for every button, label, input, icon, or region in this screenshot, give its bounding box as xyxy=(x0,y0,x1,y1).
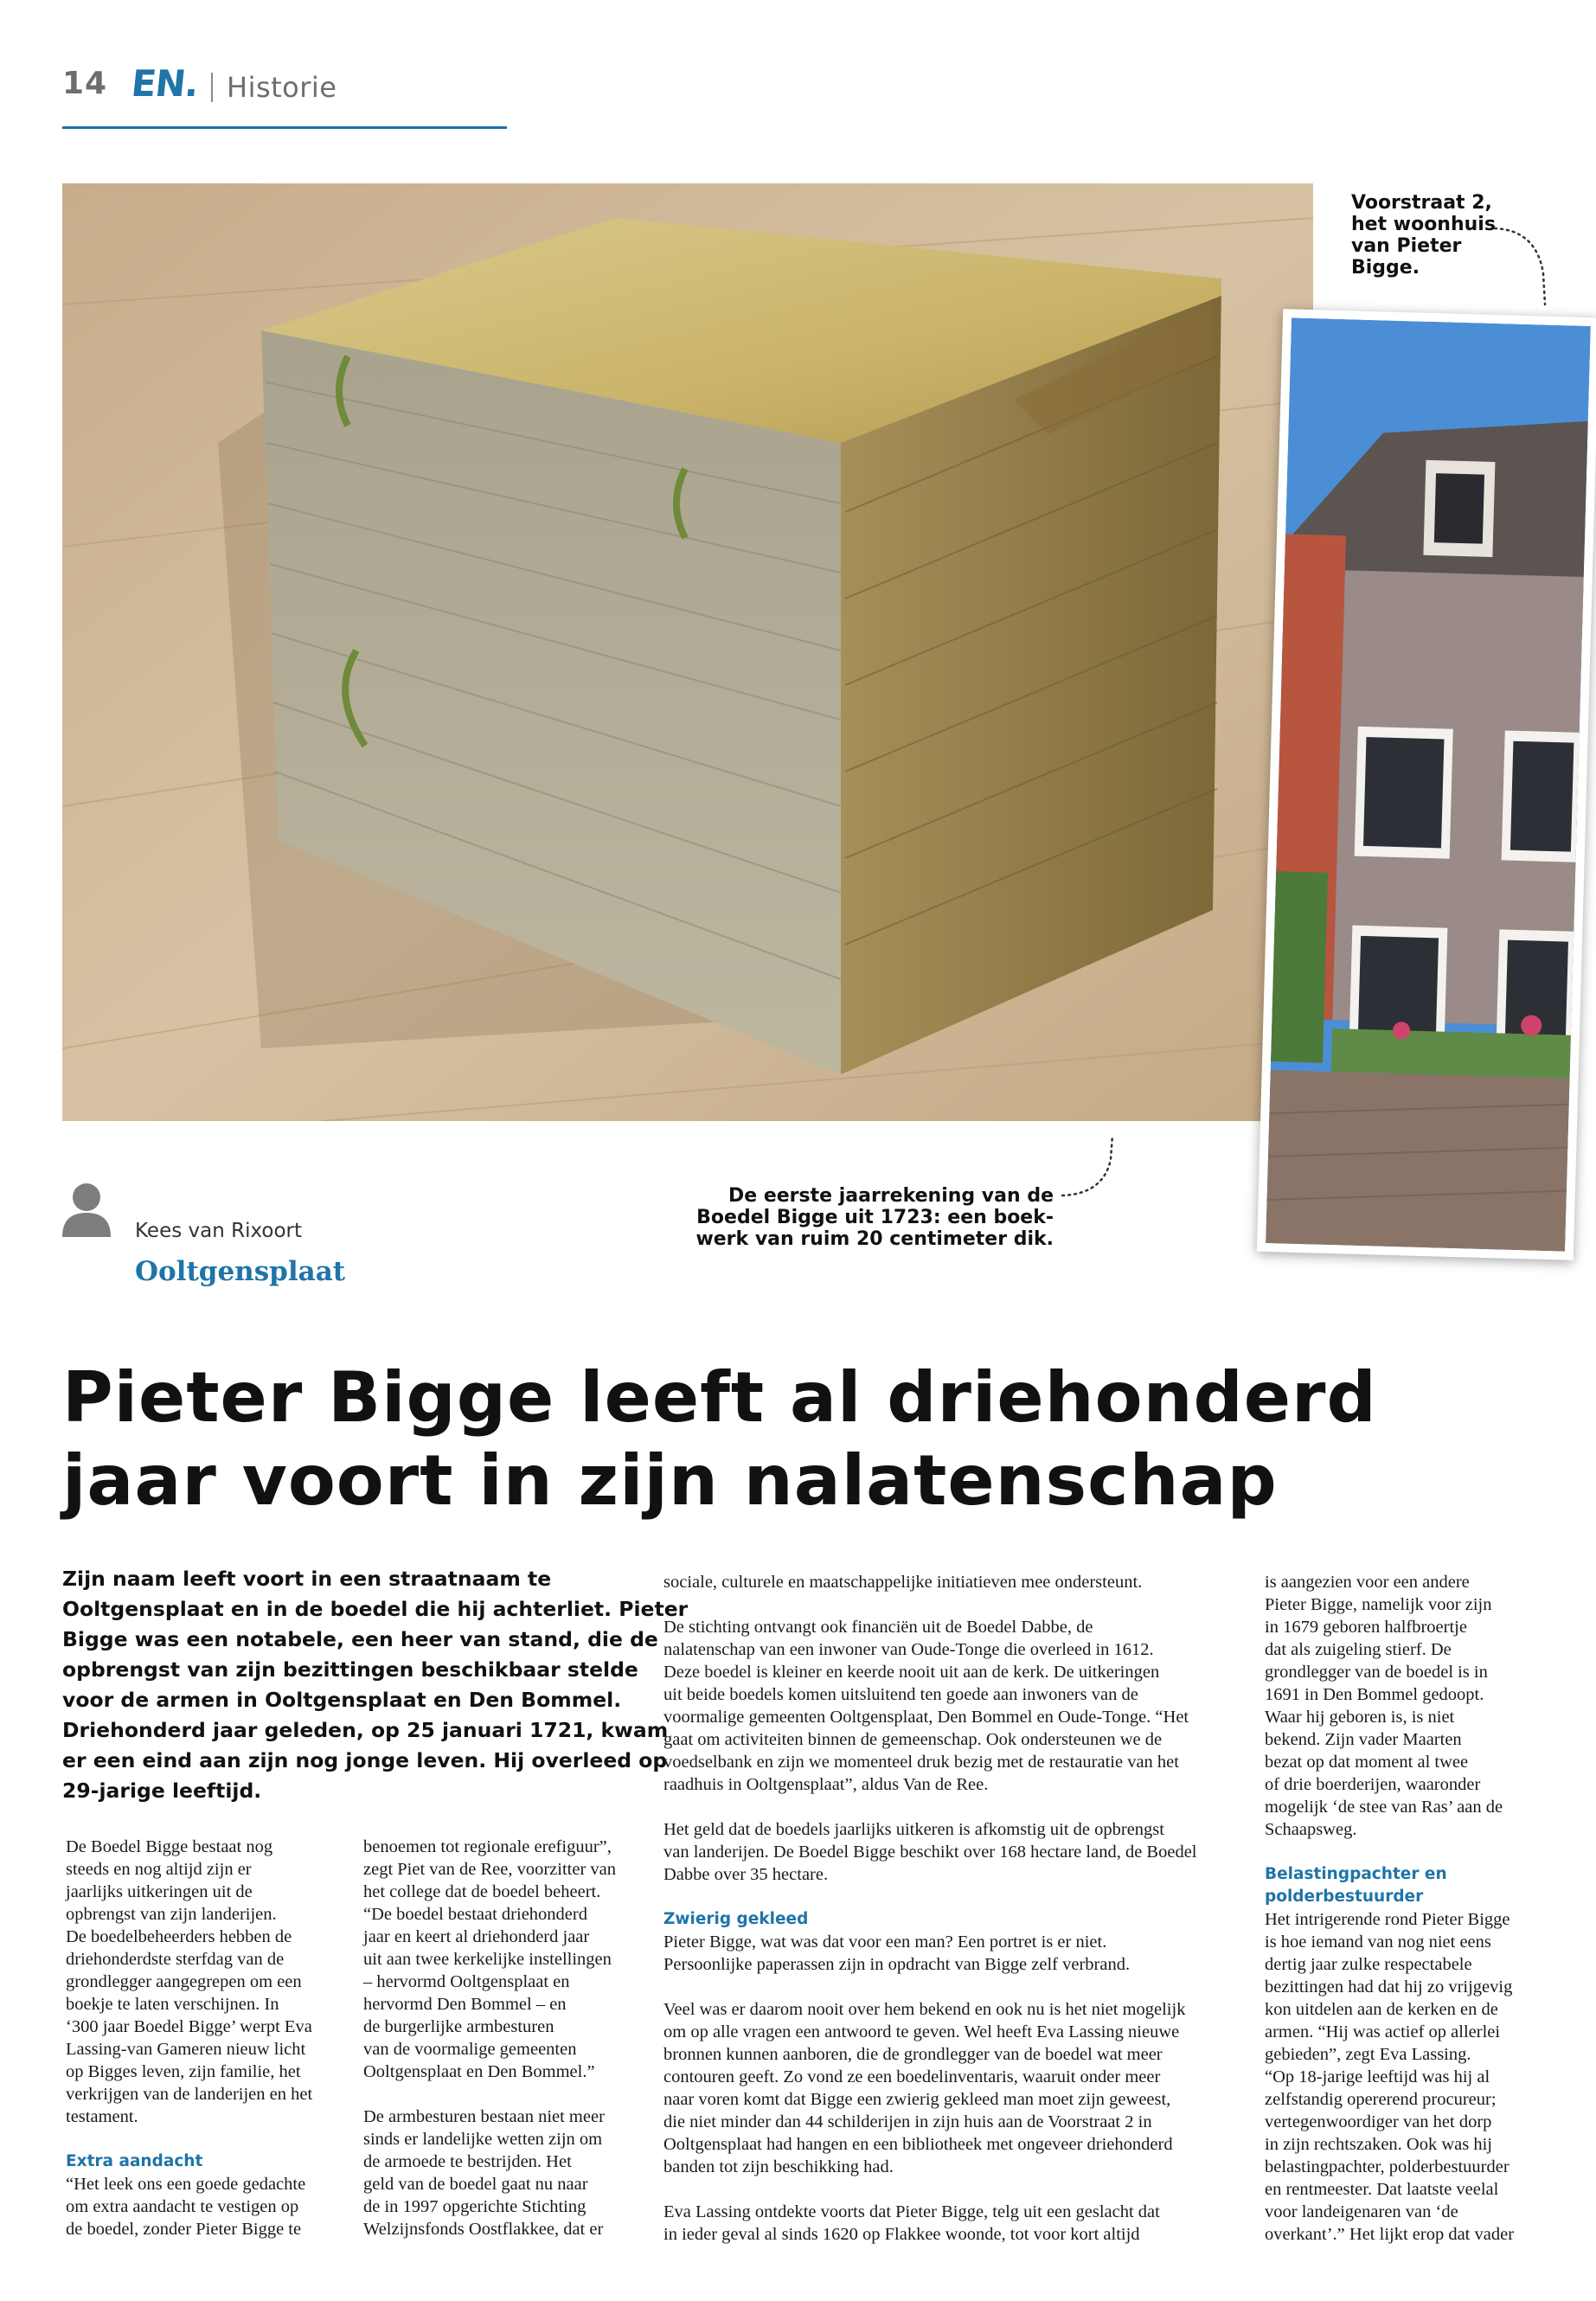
body-line: belastingpachter, polderbestuurder xyxy=(1265,2157,1509,2176)
body-line: nalatenschap van een inwoner van Oude-Tonge die overleed in 1612. xyxy=(663,1640,1154,1659)
house-caption-line: van Pieter xyxy=(1351,235,1462,257)
body-line: in zijn rechtszaken. Ook was hij xyxy=(1265,2135,1493,2154)
header-divider xyxy=(211,73,213,102)
body-line: de boedel, zonder Pieter Bigge te xyxy=(66,2220,302,2239)
book-caption-line: De eerste jaarrekening van de xyxy=(728,1185,1054,1207)
byline-author: Kees van Rixoort xyxy=(135,1220,303,1242)
body-line: uit aan twee kerkelijke instellingen xyxy=(363,1950,612,1969)
body-line: steeds en nog altijd zijn er xyxy=(66,1860,252,1879)
book-caption-line: Boedel Bigge uit 1723: een boek- xyxy=(696,1207,1054,1228)
book-photo xyxy=(62,183,1313,1121)
body-line: gebieden”, zegt Eva Lassing. xyxy=(1265,2045,1471,2064)
byline-place: Ooltgensplaat xyxy=(135,1256,346,1287)
book-caption xyxy=(683,1185,1054,1250)
body-line: voedselbank en zijn we momenteel druk bezig met de restauratie van het xyxy=(663,1753,1179,1772)
body-line: 1691 in Den Bommel gedoopt. xyxy=(1265,1685,1484,1704)
house-caption-line: Bigge. xyxy=(1351,257,1420,279)
paragraph-gap xyxy=(663,1796,1234,1818)
headline-line: jaar voort in zijn nalatenschap xyxy=(62,1440,1278,1521)
body-line: is hoe iemand van nog niet eens xyxy=(1265,1932,1491,1952)
body-line: De boedelbeheerders hebben de xyxy=(66,1927,292,1946)
body-line: Het intrigerende rond Pieter Bigge xyxy=(1265,1910,1510,1929)
body-column-3 xyxy=(663,1571,1234,2246)
body-column-4 xyxy=(1265,1571,1550,2246)
body-line: van landerijen. De Boedel Bigge beschikt over 168 hectare land, de Boedel xyxy=(663,1843,1197,1862)
house-photo xyxy=(1257,309,1596,1260)
body-line: naar voren komt dat Bigge een zwierig gekleed man moet zijn geweest, xyxy=(663,2090,1171,2109)
body-line: bekend. Zijn vader Maarten xyxy=(1265,1730,1462,1749)
body-line: contouren geeft. Zo vond ze een boedelinventaris, waaruit onder meer xyxy=(663,2067,1161,2086)
body-line: en rentmeester. Dat laatste veelal xyxy=(1265,2180,1499,2199)
body-line: banden tot zijn beschikking had. xyxy=(663,2157,894,2176)
body-line: benoemen tot regionale erefiguur”, xyxy=(363,1837,612,1856)
body-line: verkrijgen van de landerijen en het xyxy=(66,2085,313,2104)
intro-line: Ooltgensplaat en in de boedel die hij achterliet. Pieter xyxy=(62,1597,689,1621)
body-line: jaar en keert al driehonderd jaar xyxy=(363,1927,590,1946)
body-line: de in 1997 opgerichte Stichting xyxy=(363,2197,586,2216)
subheading: Zwierig gekleed xyxy=(663,1910,809,1928)
body-line: sinds er landelijke wetten zijn om xyxy=(363,2130,603,2149)
body-line: ‘300 jaar Boedel Bigge’ werpt Eva xyxy=(66,2017,312,2036)
book-caption-pointer xyxy=(1061,1133,1121,1202)
intro-line: Bigge was een notabele, een heer van stand, die de xyxy=(62,1627,658,1651)
body-line: Schaapsweg. xyxy=(1265,1820,1357,1839)
body-line: hervormd Den Bommel – en xyxy=(363,1995,567,2014)
body-line: jaarlijks uitkeringen uit de xyxy=(66,1882,253,1901)
body-line: Ooltgensplaat en Den Bommel.” xyxy=(363,2062,595,2081)
body-line: of drie boerderijen, waaronder xyxy=(1265,1775,1481,1794)
body-line: bezat op dat moment al twee xyxy=(1265,1753,1469,1772)
body-line: van de voormalige gemeenten xyxy=(363,2040,577,2059)
body-line: bezittingen had dat hij zo vrijgevig xyxy=(1265,1977,1513,1997)
body-line: Veel was er daarom nooit over hem bekend en ook nu is het niet mogelijk xyxy=(663,2000,1186,2019)
body-line: in 1679 geboren halfbroertje xyxy=(1265,1618,1467,1637)
body-line: Waar hij geboren is, is niet xyxy=(1265,1708,1455,1727)
subheading: Extra aandacht xyxy=(66,2152,203,2170)
body-line: raadhuis in Ooltgensplaat”, aldus Van de Ree. xyxy=(663,1775,989,1794)
house-photo-illustration xyxy=(1266,317,1591,1251)
body-line: grondlegger van de boedel is in xyxy=(1265,1663,1488,1682)
body-line: boekje te laten verschijnen. In xyxy=(66,1995,279,2014)
paragraph-gap xyxy=(663,1976,1234,1998)
body-line: dat als zuigeling stierf. De xyxy=(1265,1640,1452,1659)
body-line: – hervormd Ooltgensplaat en xyxy=(363,1972,570,1991)
paragraph-gap xyxy=(363,2083,644,2106)
body-line: in ieder geval al sinds 1620 op Flakkee woonde, tot voor kort altijd xyxy=(663,2225,1140,2244)
paragraph-gap xyxy=(66,2128,343,2150)
body-line: overkant’.” Het lijkt erop dat vader xyxy=(1265,2225,1515,2244)
body-line: vertegenwoordiger van het dorp xyxy=(1265,2112,1492,2131)
body-line: Lassing-van Gameren nieuw licht xyxy=(66,2040,306,2059)
body-line: De armbesturen bestaan niet meer xyxy=(363,2107,605,2126)
body-line: Pieter Bigge, namelijk voor zijn xyxy=(1265,1595,1492,1614)
body-line: De Boedel Bigge bestaat nog xyxy=(66,1837,273,1856)
paragraph-gap xyxy=(663,1593,1234,1616)
body-line: op Bigges leven, zijn familie, het xyxy=(66,2062,301,2081)
article-intro xyxy=(62,1564,689,1806)
body-line: Het geld dat de boedels jaarlijks uitkeren is afkomstig uit de opbrengst xyxy=(663,1820,1164,1839)
house-caption-pointer xyxy=(1493,221,1554,308)
body-line: mogelijk ‘de stee van Ras’ aan de xyxy=(1265,1798,1503,1817)
header-rule xyxy=(62,126,507,129)
body-line: Persoonlijke paperassen zijn in opdracht van Bigge zelf verbrand. xyxy=(663,1955,1131,1974)
body-line: dertig jaar zulke respectabele xyxy=(1265,1955,1472,1974)
body-line: geld van de boedel gaat nu naar xyxy=(363,2175,588,2194)
page-number: 14 xyxy=(62,66,108,101)
house-caption-line: het woonhuis xyxy=(1351,214,1496,235)
body-line: gaat om activiteiten binnen de gemeenschap. Ook ondersteunen we de xyxy=(663,1730,1163,1749)
section-label: Historie xyxy=(227,71,337,104)
body-line: “Het leek ons een goede gedachte xyxy=(66,2175,306,2194)
intro-line: opbrengst van zijn bezittingen beschikbaar stelde xyxy=(62,1657,638,1682)
body-line: voormalige gemeenten Ooltgensplaat, Den Bommel en Oude-Tonge. “Het xyxy=(663,1708,1189,1727)
house-caption-line: Voorstraat 2, xyxy=(1351,192,1492,214)
body-line: kon uitdelen aan de kerken en de xyxy=(1265,2000,1498,2019)
intro-line: Zijn naam leeft voort in een straatnaam te xyxy=(62,1567,552,1591)
intro-line: Driehonderd jaar geleden, op 25 januari 1721, kwam xyxy=(62,1718,669,1742)
article-headline xyxy=(62,1356,1377,1522)
body-line: sociale, culturele en maatschappelijke initiatieven mee ondersteunt. xyxy=(663,1573,1143,1592)
body-line: zegt Piet van de Ree, voorzitter van xyxy=(363,1860,617,1879)
body-line: het college dat de boedel beheert. xyxy=(363,1882,601,1901)
body-column-2 xyxy=(363,1836,644,2240)
body-line: Ooltgensplaat had hangen en een bibliotheek met ongeveer driehonderd xyxy=(663,2135,1173,2154)
body-line: de armoede te bestrijden. Het xyxy=(363,2152,572,2171)
intro-line: er een eind aan zijn nog jonge leven. Hij overleed op xyxy=(62,1748,668,1772)
body-line: Pieter Bigge, wat was dat voor een man? Een portret is er niet. xyxy=(663,1932,1107,1952)
body-line: om op alle vragen een antwoord te geven. Wel heeft Eva Lassing nieuwe xyxy=(663,2022,1180,2041)
book-caption-line: werk van ruim 20 centimeter dik. xyxy=(695,1228,1054,1250)
paragraph-gap xyxy=(663,2178,1234,2201)
body-line: Welzijnsfonds Oostflakkee, dat er xyxy=(363,2220,604,2239)
body-line: zelfstandig opererend procureur; xyxy=(1265,2090,1497,2109)
publication-logo: EN. xyxy=(129,62,201,105)
subheading: polderbestuurder xyxy=(1265,1888,1424,1906)
body-line: “Op 18-jarige leeftijd was hij al xyxy=(1265,2067,1490,2086)
body-line: driehonderdste sterfdag van de xyxy=(66,1950,285,1969)
body-line: “De boedel bestaat driehonderd xyxy=(363,1905,587,1924)
subheading: Belastingpachter en xyxy=(1265,1865,1447,1883)
body-line: bronnen kunnen aanboren, die de grondlegger van de boedel wat meer xyxy=(663,2045,1163,2064)
intro-line: 29-jarige leeftijd. xyxy=(62,1779,262,1803)
body-column-1 xyxy=(66,1836,343,2240)
body-line: die niet minder dan 44 schilderijen in zijn huis aan de Voorstraat 2 in xyxy=(663,2112,1152,2131)
body-line: grondlegger aangegrepen om een xyxy=(66,1972,302,1991)
body-line: De stichting ontvangt ook financiën uit de Boedel Dabbe, de xyxy=(663,1618,1093,1637)
body-line: de burgerlijke armbesturen xyxy=(363,2017,554,2036)
headline-line: Pieter Bigge leeft al driehonderd xyxy=(62,1357,1377,1438)
body-line: uit beide boedels komen uitsluitend ten goede aan inwoners van de xyxy=(663,1685,1138,1704)
paragraph-gap xyxy=(663,1886,1234,1908)
body-line: testament. xyxy=(66,2107,138,2126)
body-line: Deze boedel is kleiner en keerde nooit uit aan de kerk. De uitkeringen xyxy=(663,1663,1160,1682)
body-line: is aangezien voor een andere xyxy=(1265,1573,1470,1592)
body-line: om extra aandacht te vestigen op xyxy=(66,2197,299,2216)
paragraph-gap xyxy=(1265,1841,1550,1863)
body-line: Dabbe over 35 hectare. xyxy=(663,1865,829,1884)
book-photo-illustration xyxy=(62,183,1313,1121)
intro-line: voor de armen in Ooltgensplaat en Den Bommel. xyxy=(62,1688,622,1712)
body-line: Eva Lassing ontdekte voorts dat Pieter Bigge, telg uit een geslacht dat xyxy=(663,2202,1160,2221)
body-line: voor landeigenaren van ‘de xyxy=(1265,2202,1458,2221)
body-line: opbrengst van zijn landerijen. xyxy=(66,1905,277,1924)
body-line: armen. “Hij was actief op allerlei xyxy=(1265,2022,1501,2041)
author-avatar-icon xyxy=(62,1182,111,1237)
